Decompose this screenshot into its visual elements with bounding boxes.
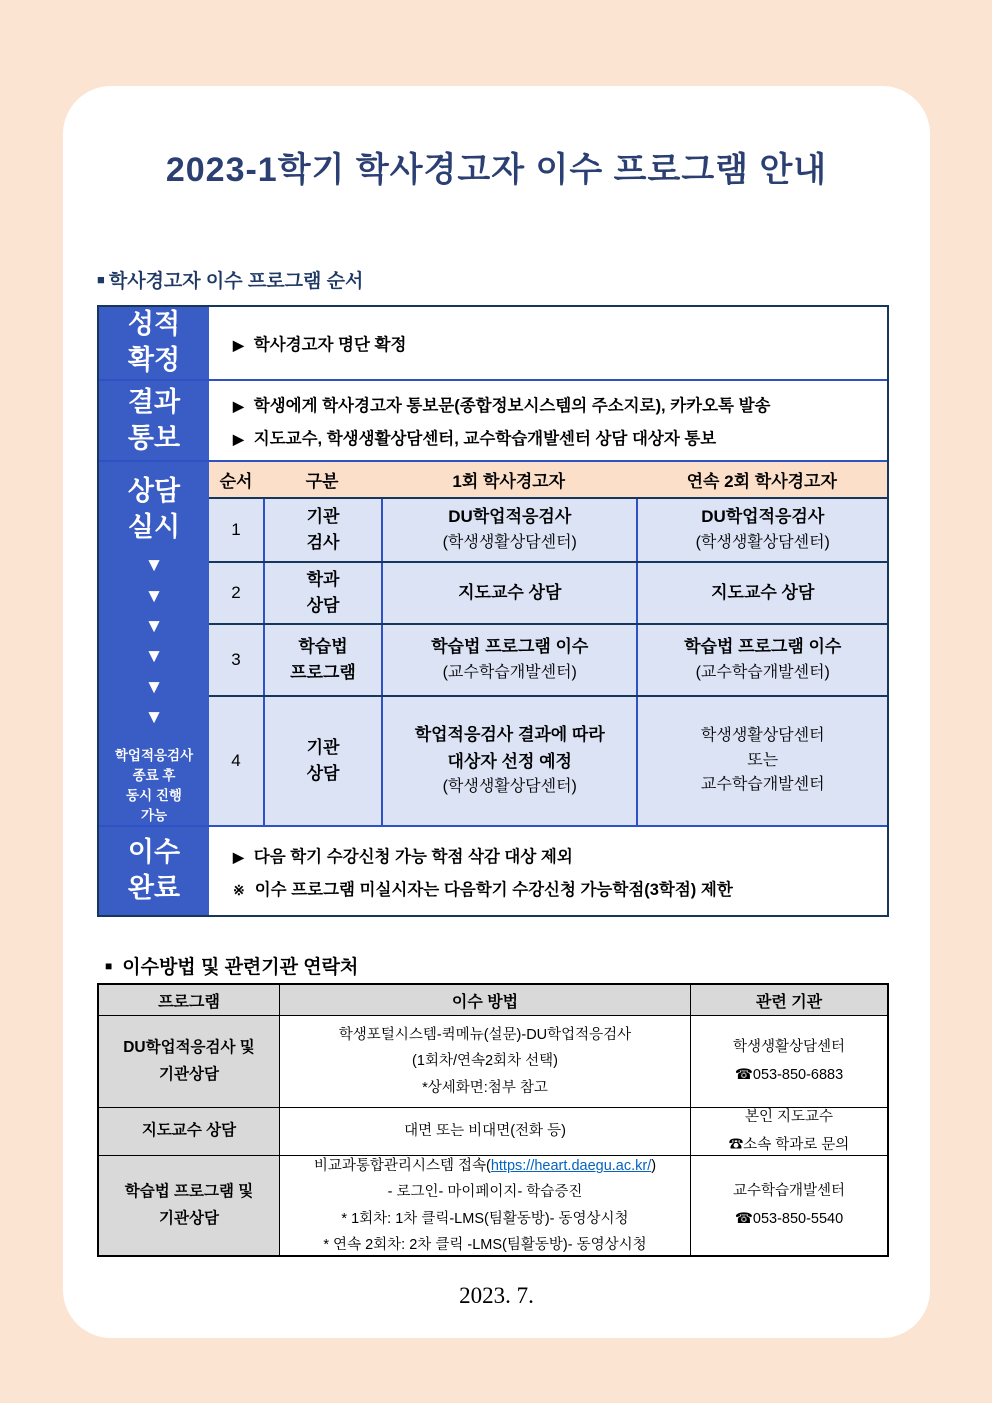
down-triangle-icon: ▼ [144, 646, 164, 668]
cell-text: 상담 [306, 596, 340, 615]
col-header-second-warning: 연속 2회 학사경고자 [686, 472, 837, 491]
cell-text: 본인 지도교수 [744, 1108, 834, 1125]
flow-row-complete [99, 825, 887, 915]
step-label-line: 이수 [127, 837, 181, 868]
reference-mark-icon: ※ [233, 881, 245, 898]
cell-first-warning [381, 697, 636, 825]
flow-line-text: 학사경고자 명단 확정 [253, 336, 407, 354]
cell-second-warning [636, 625, 887, 695]
phone-number: ☎소속 학과로 문의 [728, 1136, 850, 1153]
cell-text: ) [651, 1158, 657, 1175]
cell-second-warning [636, 499, 887, 561]
flow-content-grade [209, 307, 887, 379]
cell-method [279, 1016, 690, 1107]
cell-text: - 로그인- 마이페이지- 학습증진 [387, 1184, 583, 1201]
cell-text: 대상자 선정 예정 [447, 751, 572, 771]
flow-step-label-grade [99, 307, 209, 379]
cell-order [209, 625, 263, 695]
square-bullet-icon: ■ [105, 958, 113, 973]
flow-line-text: 다음 학기 수강신청 가능 학점 삭감 대상 제외 [253, 847, 573, 866]
cell-text: *상세화면:첨부 참고 [422, 1079, 548, 1096]
program-flow-table [97, 305, 889, 917]
counsel-inner-table [209, 462, 887, 825]
down-triangle-icon: ▼ [144, 585, 164, 607]
flow-row-grade [99, 307, 887, 379]
cell-text: DU학업적응검사 [448, 507, 572, 527]
side-note-line: 동시 진행 [126, 788, 182, 804]
cell-text: * 1회차: 1차 클릭-LMS(팀활동방)- 동영상시청 [341, 1210, 629, 1227]
step-label-line: 실시 [127, 511, 181, 542]
cell-text: 학습법 [298, 636, 348, 656]
cell-category [263, 697, 381, 825]
side-note-line: 학업적응검사 [114, 747, 194, 763]
cell-program [99, 1016, 279, 1107]
flow-section-heading [97, 266, 363, 293]
counsel-table-row [209, 695, 887, 825]
cell-text: 기관상담 [159, 1065, 219, 1083]
flow-line-text: 지도교수, 학생생활상담센터, 교수학습개발센터 상담 대상자 통보 [253, 430, 717, 448]
document-date: 2023. 7. [459, 1283, 534, 1308]
cell-text: 지도교수 상담 [458, 582, 562, 602]
cell-text: 학습법 프로그램 및 [124, 1183, 254, 1201]
cell-text: 검사 [306, 533, 340, 552]
cell-second-warning [636, 697, 887, 825]
flow-section-heading-text: 학사경고자 이수 프로그램 순서 [108, 271, 364, 292]
cell-text: 상담 [306, 764, 340, 783]
cell-text: 교수학습개발센터 [700, 776, 825, 794]
cell-text: 지도교수 상담 [141, 1122, 237, 1140]
side-note-line: 가능 [140, 808, 168, 824]
flow-bullet-line [233, 876, 879, 900]
col-header-program: 프로그램 [158, 993, 220, 1011]
play-bullet-icon: ▶ [233, 398, 244, 414]
cell-method [279, 1108, 690, 1155]
cell-text: 학습법 프로그램 이수 [431, 637, 589, 657]
cell-second-warning [636, 563, 887, 623]
cell-text: 대면 또는 비대면(전화 등) [404, 1123, 566, 1140]
step-label-line: 결과 [127, 386, 181, 417]
counsel-table-row [209, 497, 887, 561]
cell-text: (1회차/연속2회차 선택) [412, 1053, 558, 1070]
heart-system-link[interactable]: https://heart.daegu.ac.kr/ [490, 1158, 652, 1175]
cell-text: 3 [231, 649, 241, 669]
flow-step-label-complete [99, 827, 209, 915]
cell-category [263, 563, 381, 623]
cell-order [209, 697, 263, 825]
cell-program [99, 1108, 279, 1155]
cell-organization [690, 1016, 887, 1107]
cell-text: (교수학습개발센터) [695, 663, 830, 681]
cell-text: 4 [231, 750, 241, 770]
cell-order [209, 563, 263, 623]
flow-arrows [145, 551, 164, 733]
flow-row-notify [99, 379, 887, 460]
cell-text: 1 [231, 519, 241, 539]
cell-text: 프로그램 [290, 663, 356, 682]
cell-text: (학생생활상담센터) [695, 533, 830, 551]
flow-bullet-line [233, 425, 879, 449]
flow-step-label-notify [99, 381, 209, 460]
phone-number: ☎053-850-5540 [734, 1210, 844, 1227]
play-bullet-icon: ▶ [233, 431, 244, 447]
counsel-table-row [209, 623, 887, 695]
flow-bullet-line [233, 331, 879, 355]
down-triangle-icon: ▼ [144, 616, 164, 638]
document-card [63, 86, 930, 1338]
cell-first-warning [381, 625, 636, 695]
cell-first-warning [381, 563, 636, 623]
cell-organization [690, 1156, 887, 1255]
cell-text: 지도교수 상담 [711, 582, 815, 602]
square-bullet-icon: ■ [97, 272, 105, 287]
cell-text: DU학업적응검사 및 [123, 1039, 255, 1057]
cell-category [263, 499, 381, 561]
cell-text: DU학업적응검사 [701, 507, 825, 527]
cell-text: (학생생활상담센터) [442, 533, 577, 551]
cell-category [263, 625, 381, 695]
cell-order [209, 499, 263, 561]
cell-text: 학과 [306, 569, 340, 589]
flow-row-counsel [99, 460, 887, 825]
col-header-organization: 관련 기관 [690, 985, 887, 1015]
cell-text-with-link [314, 1153, 656, 1179]
col-header-first-warning: 1회 학사경고자 [452, 472, 566, 491]
contact-row-learning-program [99, 1155, 887, 1255]
cell-text: 2 [231, 582, 241, 602]
cell-organization [690, 1108, 887, 1155]
down-triangle-icon: ▼ [144, 676, 164, 698]
step-label-line: 상담 [127, 476, 181, 506]
cell-text: (학생생활상담센터) [442, 777, 577, 795]
phone-number: ☎053-850-6883 [734, 1066, 844, 1083]
col-header-category: 구분 [305, 472, 339, 491]
cell-text: 교수학습개발센터 [732, 1182, 846, 1199]
side-note-line: 종료 후 [132, 767, 176, 783]
cell-text: * 연속 2회차: 2차 클릭 -LMS(팀활동방)- 동영상시청 [323, 1236, 647, 1253]
counsel-table-header [209, 462, 887, 497]
cell-text: 학생포털시스템-퀵메뉴(설문)-DU학업적응검사 [338, 1027, 632, 1044]
cell-text: 학습법 프로그램 이수 [684, 637, 842, 657]
cell-text: 비교과통합관리시스템 접속( [313, 1158, 491, 1175]
flow-line-text: 이수 프로그램 미실시자는 다음학기 수강신청 가능학점(3학점) 제한 [254, 880, 733, 899]
contact-table [97, 983, 889, 1257]
down-triangle-icon: ▼ [144, 707, 164, 729]
contact-row-advisor [99, 1107, 887, 1155]
flow-content-notify [209, 381, 887, 460]
page-title: 2023-1학기 학사경고자 이수 프로그램 안내 [165, 151, 828, 189]
cell-program [99, 1156, 279, 1255]
contact-table-header [99, 985, 887, 1015]
play-bullet-icon: ▶ [233, 337, 244, 353]
flow-bullet-line [233, 392, 879, 416]
flow-content-complete [209, 827, 887, 915]
cell-method [279, 1156, 690, 1255]
cell-text: 또는 [747, 751, 779, 769]
flow-bullet-line [233, 843, 879, 867]
flow-side-note [115, 746, 193, 827]
cell-text: 기관 [306, 737, 340, 757]
contact-section-heading [97, 952, 358, 979]
play-bullet-icon: ▶ [233, 848, 244, 865]
step-label-line: 확정 [127, 345, 181, 375]
cell-text: 학생생활상담센터 [700, 726, 825, 744]
cell-text: 기관상담 [159, 1209, 219, 1227]
cell-text: (교수학습개발센터) [442, 663, 577, 681]
contact-section-heading-text: 이수방법 및 관련기관 연락처 [122, 957, 359, 978]
step-label-line: 완료 [127, 873, 181, 903]
step-label-line: 성적 [127, 309, 181, 340]
counsel-table-row [209, 561, 887, 623]
cell-text: 학생생활상담센터 [732, 1038, 846, 1055]
col-header-method: 이수 방법 [279, 985, 690, 1015]
flow-line-text: 학생에게 학사경고자 통보문(종합정보시스템의 주소지로), 카카오톡 발송 [253, 397, 771, 415]
step-label-line: 통보 [127, 422, 181, 453]
contact-row-du-test [99, 1015, 887, 1107]
cell-first-warning [381, 499, 636, 561]
cell-text: 기관 [306, 506, 340, 526]
flow-step-label-counsel [99, 462, 209, 825]
down-triangle-icon: ▼ [144, 555, 164, 577]
cell-text: 학업적응검사 결과에 따라 [414, 725, 605, 745]
col-header-order: 순서 [219, 472, 253, 491]
